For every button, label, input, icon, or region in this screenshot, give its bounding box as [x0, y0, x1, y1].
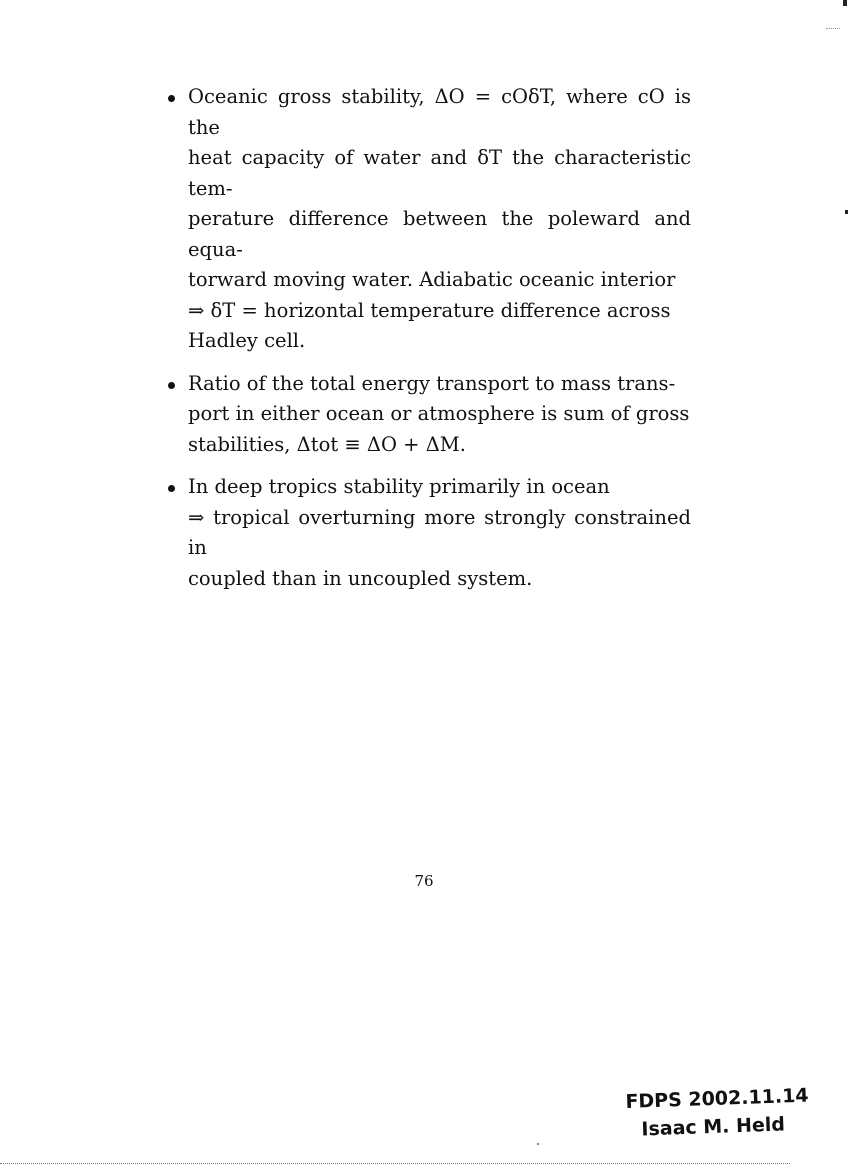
text-line: stabilities, Δtot ≡ ΔO + ΔM. — [188, 432, 466, 456]
handwritten-signature — [625, 1082, 810, 1144]
signature-date: FDPS 2002.11.14 — [625, 1084, 809, 1113]
scan-speck — [537, 1143, 539, 1145]
text-line: heat capacity of water and δT the characteristic tem- — [188, 146, 691, 200]
bullet-item — [165, 82, 691, 357]
text-line: torward moving water. Adiabatic oceanic interior — [188, 268, 676, 291]
text-line: coupled than in uncoupled system. — [188, 566, 533, 590]
scan-edge-mark — [843, 0, 847, 6]
text-line: ⇒ tropical overturning more strongly constrained in — [188, 505, 691, 559]
text-line: perature difference between the poleward and equa- — [188, 207, 691, 261]
scan-dots — [826, 28, 840, 29]
page-number: 76 — [414, 872, 434, 890]
text-line: Oceanic gross stability, ΔO = cOδT, where cO is the — [188, 85, 691, 139]
text-line: port in either ocean or atmosphere is sum of gross — [188, 402, 690, 425]
bullet-list — [165, 82, 691, 606]
text-line: ⇒ δT = horizontal temperature difference across — [188, 298, 671, 322]
text-line: Ratio of the total energy transport to mass trans- — [188, 371, 676, 395]
bullet-item — [165, 472, 691, 594]
bottom-dotted-rule — [0, 1163, 790, 1164]
bullet-item — [165, 369, 691, 461]
text-line: In deep tropics stability primarily in ocean — [188, 475, 610, 498]
signature-name: Isaac M. Held — [641, 1113, 786, 1141]
text-line: Hadley cell. — [188, 329, 306, 352]
